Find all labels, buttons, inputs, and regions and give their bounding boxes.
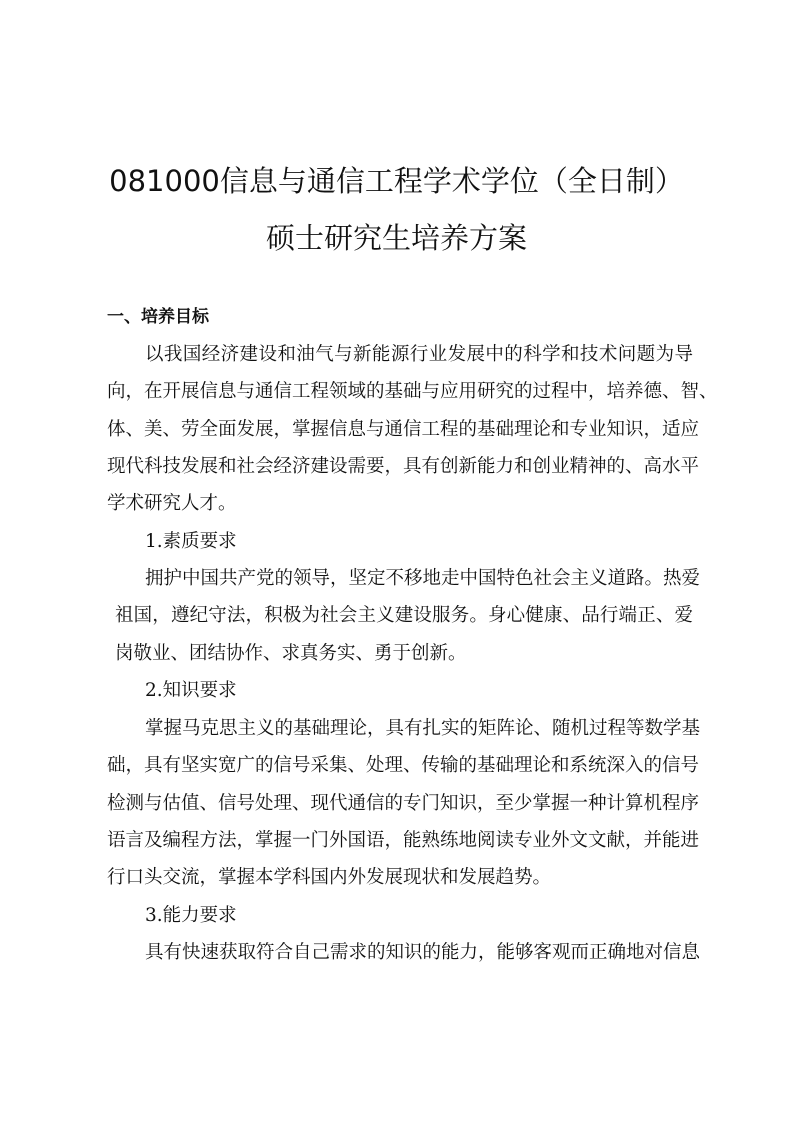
document-title-line1: 081000信息与通信工程学术学位（全日制） [109, 164, 684, 198]
document-title-line2: 硕士研究生培养方案 [265, 221, 527, 255]
paragraph-line: 现代科技发展和社会经济建设需要，具有创新能力和创业精神的、高水平 [107, 456, 700, 477]
paragraph-line: 掌握马克思主义的基础理论，具有扎实的矩阵论、随机过程等数学基 [145, 718, 701, 739]
paragraph-line: 检测与估值、信号处理、现代通信的专门知识，至少掌握一种计算机程序 [107, 793, 700, 814]
paragraph-line: 以我国经济建设和油气与新能源行业发展中的科学和技术问题为导 [145, 344, 693, 365]
paragraph-line: 体、美、劳全面发展，掌握信息与通信工程的基础理论和专业知识，适应 [107, 419, 700, 440]
paragraph-line: 祖国，遵纪守法，积极为社会主义建设服务。身心健康、品行端正、爱 [115, 605, 693, 626]
paragraph-line: 具有快速获取符合自己需求的知识的能力，能够客观而正确地对信息 [145, 942, 701, 963]
paragraph-line: 向，在开展信息与通信工程领域的基础与应用研究的过程中，培养德、智、 [107, 381, 718, 402]
paragraph-line: 学术研究人才。 [107, 493, 237, 514]
paragraph-line: 础，具有坚实宽广的信号采集、处理、传输的基础理论和系统深入的信号 [107, 755, 700, 776]
subsection-heading: 3.能力要求 [145, 905, 237, 926]
paragraph-line: 岗敬业、团结协作、求真务实、勇于创新。 [115, 643, 467, 664]
subsection-heading: 2.知识要求 [145, 680, 237, 701]
paragraph-line: 拥护中国共产党的领导，坚定不移地走中国特色社会主义道路。热爱 [145, 568, 701, 589]
subsection-heading: 1.素质要求 [145, 531, 237, 552]
paragraph-line: 行口头交流，掌握本学科国内外发展现状和发展趋势。 [107, 867, 552, 888]
paragraph-line: 语言及编程方法，掌握一门外国语，能熟练地阅读专业外文文献，并能进 [107, 830, 700, 851]
section-heading: 一、培养目标 [107, 307, 209, 327]
